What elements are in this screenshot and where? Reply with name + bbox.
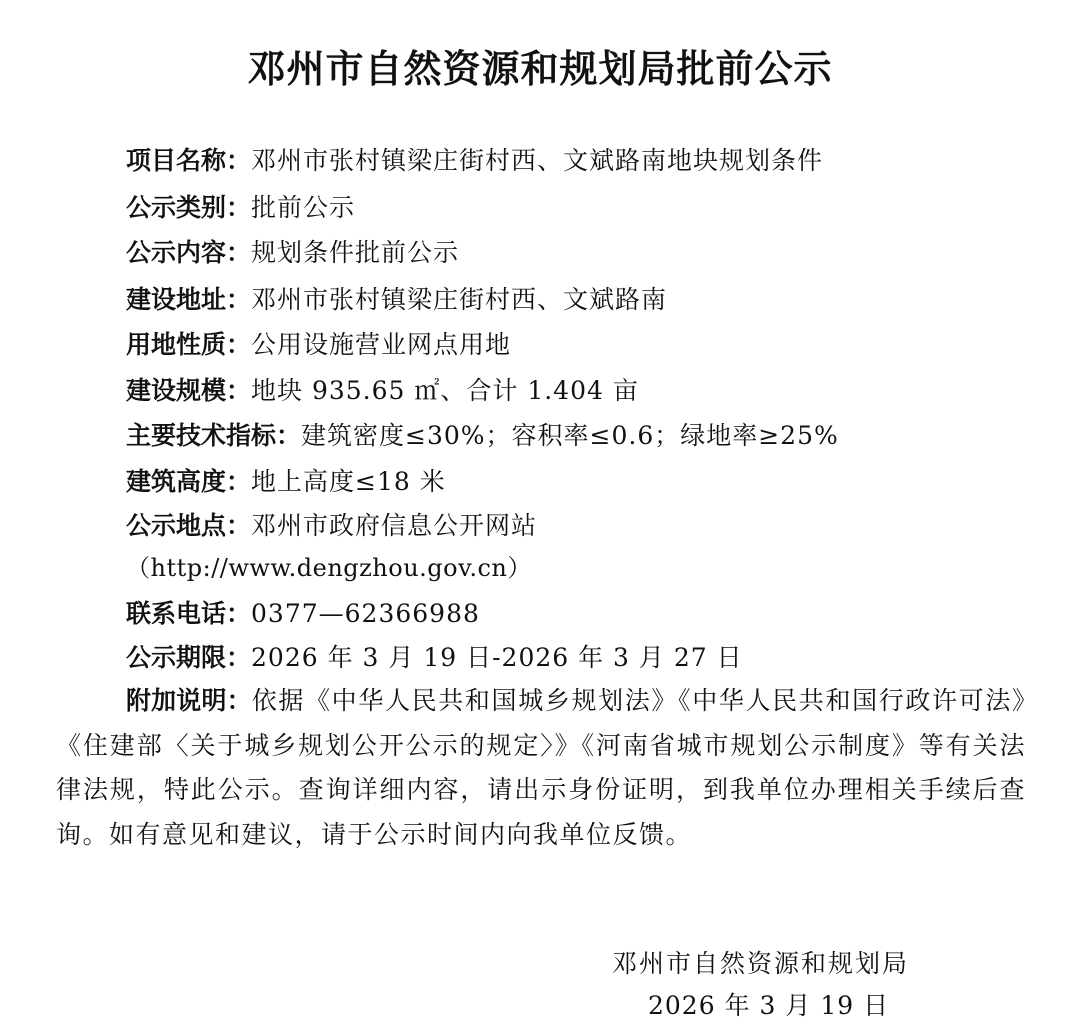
signature-date: 2026 年 3 月 19 日 (648, 991, 890, 1020)
website-url: （http://www.dengzhou.gov.cn） (126, 554, 532, 582)
field-label: 公示地点： (126, 511, 252, 540)
field-label: 主要技术指标： (126, 421, 302, 450)
field-value: 批前公示 (251, 193, 356, 222)
field-value: 邓州市张村镇梁庄街村西、文斌路南 (251, 285, 668, 314)
field-phone (126, 591, 480, 637)
field-project-name (126, 138, 823, 184)
field-value: 邓州市张村镇梁庄街村西、文斌路南地块规划条件 (251, 146, 824, 175)
field-label: 建设地址： (126, 285, 252, 314)
field-period (126, 635, 743, 681)
field-indicators (126, 413, 839, 459)
field-label: 项目名称： (126, 146, 252, 175)
field-label: 公示内容： (126, 238, 252, 267)
field-scale (126, 368, 639, 414)
field-land-use (126, 322, 511, 368)
field-label: 公示类别： (126, 193, 252, 222)
additional-note (56, 679, 1026, 857)
field-label: 用地性质： (126, 330, 252, 359)
field-value: 地上高度≤18 米 (251, 467, 446, 496)
page-title: 邓州市自然资源和规划局批前公示 (247, 47, 833, 91)
field-height (126, 459, 446, 505)
field-value: 规划条件批前公示 (251, 238, 460, 267)
field-value: 邓州市政府信息公开网站 (251, 511, 538, 540)
field-value: 地块 935.65 ㎡、合计 1.404 亩 (251, 376, 639, 405)
field-label: 建筑高度： (126, 467, 252, 496)
field-value: 0377—62366988 (251, 599, 480, 628)
field-location (126, 503, 537, 549)
field-content (126, 230, 459, 276)
note-text: 依据《中华人民共和国城乡规划法》《中华人民共和国行政许可法》《住建部〈关于城乡规划公开公示的规定〉》《河南省城市规划公示制度》等有关法律法规，特此公示。查询详细内容，请出示身份证明，到我单位办理相关手续后查询。如有意见和建议，请于公示时间内向我单位反馈。 (56, 686, 1026, 849)
field-value: 公用设施营业网点用地 (251, 330, 512, 359)
note-label: 附加说明： (126, 686, 252, 715)
field-category (126, 185, 355, 231)
field-value: 2026 年 3 月 19 日-2026 年 3 月 27 日 (251, 643, 743, 672)
field-address (126, 277, 667, 323)
field-label: 建设规模： (126, 376, 252, 405)
field-label: 联系电话： (126, 599, 252, 628)
field-value: 建筑密度≤30%；容积率≤0.6；绿地率≥25% (301, 421, 839, 450)
signature-org: 邓州市自然资源和规划局 (612, 949, 910, 978)
field-label: 公示期限： (126, 643, 252, 672)
